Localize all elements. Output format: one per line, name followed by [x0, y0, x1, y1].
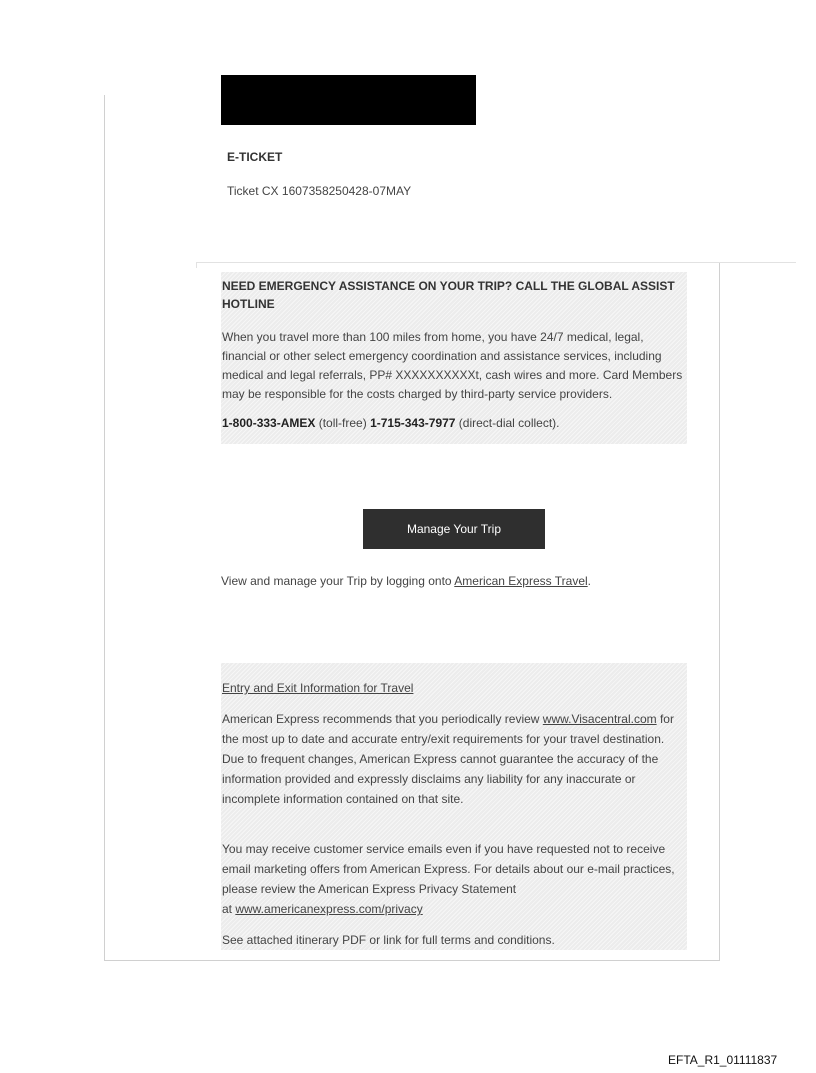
- frame-border-bottom: [104, 960, 720, 961]
- ticket-number: Ticket CX 1607358250428-07MAY: [227, 184, 412, 198]
- frame-border-left: [104, 95, 105, 961]
- visacentral-link[interactable]: www.Visacentral.com: [542, 712, 657, 726]
- manage-trip-text: [221, 574, 591, 588]
- p1-prefix: American Express recommends that you periodically review: [222, 712, 543, 726]
- privacy-link[interactable]: www.americanexpress.com/privacy: [235, 902, 423, 916]
- entry-exit-panel: [221, 663, 687, 950]
- redaction-block: [221, 75, 476, 125]
- phone-direct-note: (direct-dial collect).: [455, 416, 560, 430]
- section-divider: [196, 262, 796, 263]
- eticket-title: E-TICKET: [227, 150, 283, 164]
- entry-exit-paragraph: [222, 709, 688, 809]
- section-divider-tick: [196, 262, 197, 268]
- manage-trip-button[interactable]: Manage Your Trip: [363, 509, 545, 549]
- phone-tollfree-note: (toll-free): [315, 416, 371, 430]
- manage-text-prefix: View and manage your Trip by logging onto: [221, 574, 455, 588]
- phone-direct: 1-715-343-7977: [370, 416, 456, 430]
- p2-at: at: [222, 902, 236, 916]
- emergency-body: When you travel more than 100 miles from home, you have 24/7 medical, legal, financial or other select emergency coordination and assistance services, including medical and legal referrals, PP# XXXXXXXXXXt, cash wires and more. Card Members may be responsible for the costs charged by third-party service providers.: [222, 330, 683, 401]
- emergency-phones: [222, 416, 560, 430]
- p2-text: You may receive customer service emails even if you have requested not to receive email marketing offers from American Express. For details about our e-mail practices, please review the American Express Privacy Statement: [222, 842, 675, 896]
- frame-border-right: [719, 263, 720, 961]
- phone-tollfree: 1-800-333-AMEX: [222, 416, 316, 430]
- entry-exit-link[interactable]: Entry and Exit Information for Travel: [222, 681, 414, 695]
- manage-text-suffix: .: [587, 574, 592, 588]
- amex-travel-link[interactable]: American Express Travel: [454, 574, 588, 588]
- p1-suffix: for the most up to date and accurate entry/exit requirements for your travel destination. Due to frequent changes, American Express cannot guarantee the accuracy of the information provided and expressly disclaims any liability for any inaccurate or incomplete information contained on that site.: [222, 712, 674, 806]
- privacy-paragraph: [222, 839, 688, 919]
- emergency-assistance-panel: [221, 272, 687, 444]
- document-id: EFTA_R1_01111837: [668, 1053, 778, 1067]
- terms-note: See attached itinerary PDF or link for full terms and conditions.: [222, 933, 555, 947]
- emergency-heading: NEED EMERGENCY ASSISTANCE ON YOUR TRIP? CALL THE GLOBAL ASSIST HOTLINE: [222, 279, 675, 311]
